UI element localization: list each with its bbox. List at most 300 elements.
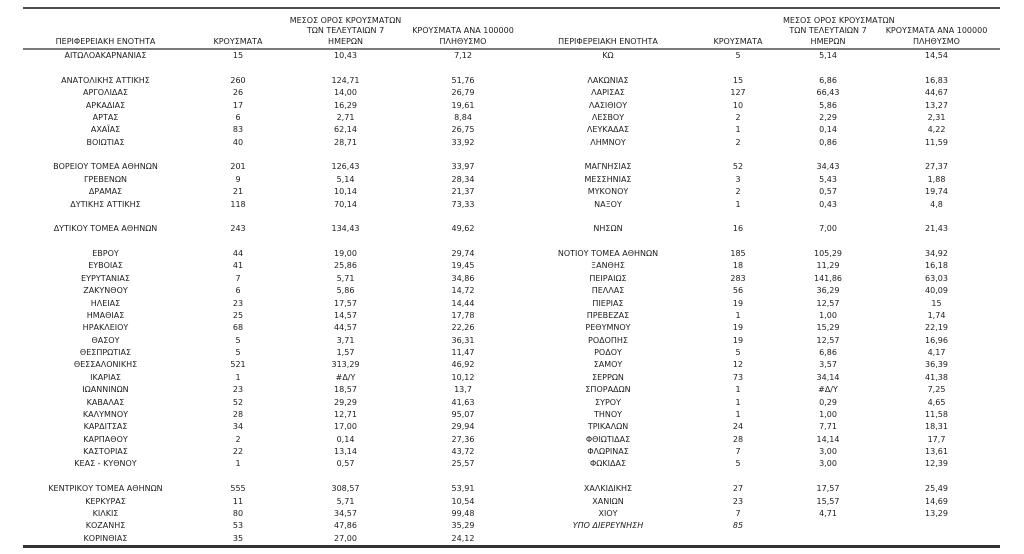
region-cell: ΦΘΙΩΤΙΔΑΣ <box>585 434 631 444</box>
table-row <box>23 124 1000 136</box>
cases-cell: 118 <box>230 199 246 209</box>
cases-cell: 73 <box>732 372 744 382</box>
per100k-cell: 40,09 <box>925 286 948 296</box>
avg7-cell: 36,29 <box>816 286 840 296</box>
per100k-cell: 43,72 <box>451 447 475 456</box>
header-per100k-right <box>873 8 1000 49</box>
avg7-cell: 2,71 <box>336 112 355 122</box>
per100k-cell: 26,75 <box>451 125 475 135</box>
per100k-cell: 13,29 <box>925 508 948 518</box>
table-row <box>23 273 1000 285</box>
per100k-cell: 11,59 <box>925 137 948 147</box>
cases-cell: 260 <box>230 75 246 85</box>
region-cell: ΑΡΤΑΣ <box>92 112 119 122</box>
table-row <box>23 446 1000 458</box>
per100k-cell: 28,34 <box>451 174 475 184</box>
per100k-cell: 18,31 <box>925 422 948 432</box>
cases-cell <box>693 533 783 547</box>
per100k-cell: 95,07 <box>451 409 475 419</box>
region-cell: ΗΛΕΙΑΣ <box>90 298 121 308</box>
cases-cell: 83 <box>232 125 244 135</box>
cases-cell: 16 <box>732 224 744 234</box>
per100k-cell: 29,94 <box>451 422 475 432</box>
region-cell: ΕΥΒΟΙΑΣ <box>88 261 123 271</box>
region-cell: ΝΟΤΙΟΥ ΤΟΜΕΑ ΑΘΗΝΩΝ <box>557 249 659 258</box>
table-row <box>23 335 1000 347</box>
region-cell: ΛΕΣΒΟΥ <box>591 112 625 122</box>
cases-cell <box>188 149 288 161</box>
cases-cell <box>693 149 783 161</box>
cases-cell: 23 <box>232 385 244 395</box>
avg7-cell: 17,57 <box>816 484 840 494</box>
region-cell <box>523 62 693 74</box>
avg7-cell <box>783 211 873 223</box>
header-line: ΗΜΕΡΩΝ <box>328 36 363 46</box>
region-cell <box>523 471 693 483</box>
header-per100k-left <box>403 8 523 49</box>
region-cell: ΣΕΡΡΩΝ <box>592 372 624 382</box>
table-row <box>23 75 1000 87</box>
avg7-cell: 10,43 <box>334 51 357 60</box>
per100k-cell: 13,7 <box>454 385 472 395</box>
avg7-cell: #Δ/Υ <box>335 372 356 382</box>
region-cell <box>23 62 188 74</box>
region-cell: ΚΩ <box>602 51 614 60</box>
region-cell: ΜΥΚΟΝΟΥ <box>587 187 629 197</box>
avg7-cell: 12,57 <box>816 298 840 308</box>
per100k-cell: 1,74 <box>927 310 946 320</box>
avg7-cell: 15,29 <box>816 323 840 333</box>
per100k-cell: 14,44 <box>451 298 475 308</box>
avg7-cell: 34,43 <box>816 162 840 172</box>
region-cell: ΝΗΣΩΝ <box>593 224 623 234</box>
region-cell: ΚΙΛΚΙΣ <box>92 508 119 518</box>
avg7-cell: #Δ/Υ <box>818 385 838 395</box>
cases-cell: 41 <box>232 261 244 271</box>
avg7-cell: 17,57 <box>334 298 357 308</box>
region-cell: ΡΕΘΥΜΝΟΥ <box>585 323 631 333</box>
region-cell: ΖΑΚΥΝΘΟΥ <box>83 286 128 296</box>
per100k-cell <box>403 149 523 161</box>
avg7-cell: 1,57 <box>336 348 355 357</box>
cases-cell: 2 <box>235 434 241 444</box>
table-row <box>23 100 1000 112</box>
region-cell: ΚΕΡΚΥΡΑΣ <box>85 496 126 506</box>
per100k-cell <box>873 520 1000 532</box>
header-line: ΚΡΟΥΣΜΑΤΑ ΑΝΑ 100000 <box>885 26 988 35</box>
per100k-cell: 34,92 <box>925 249 948 258</box>
region-cell: ΔΥΤΙΚΗΣ ΑΤΤΙΚΗΣ <box>70 199 141 209</box>
cases-cell: 17 <box>232 100 244 110</box>
header-line: ΚΡΟΥΣΜΑΤΑ ΑΝΑ 100000 <box>412 26 514 35</box>
cases-cell: 1 <box>735 125 741 135</box>
table-row <box>23 186 1000 198</box>
cases-cell: 1 <box>735 199 741 209</box>
avg7-cell: 5,86 <box>336 286 355 296</box>
avg7-cell: 141,86 <box>814 273 842 283</box>
avg7-cell: 126,43 <box>331 162 360 172</box>
avg7-cell: 5,14 <box>819 51 837 60</box>
avg7-cell: 34,14 <box>816 372 840 382</box>
avg7-cell: 0,86 <box>819 137 837 147</box>
per100k-cell: 51,76 <box>451 75 475 85</box>
cases-cell: 5 <box>735 459 741 469</box>
header-cases-right <box>693 8 783 49</box>
avg7-cell <box>288 236 403 248</box>
region-cell: ΚΟΖΑΝΗΣ <box>85 521 126 531</box>
spacer-row <box>23 211 1000 223</box>
avg7-cell: 3,00 <box>819 459 837 469</box>
cases-cell: 7 <box>735 508 741 518</box>
cases-cell: 5 <box>235 348 241 357</box>
avg7-cell: 18,57 <box>334 385 357 395</box>
table-row <box>23 496 1000 508</box>
header-line: ΗΜΕΡΩΝ <box>810 36 846 46</box>
cases-cell: 2 <box>735 187 741 197</box>
cases-cell: 3 <box>735 174 741 184</box>
cases-cell: 1 <box>235 372 241 382</box>
per100k-cell: 49,62 <box>451 224 475 234</box>
cases-cell: 53 <box>232 521 244 531</box>
table-row <box>23 434 1000 446</box>
table-row <box>23 174 1000 186</box>
cases-cell: 127 <box>730 88 746 98</box>
per100k-cell: 16,96 <box>925 335 948 345</box>
cases-cell: 185 <box>730 249 746 258</box>
per100k-cell: 4,65 <box>927 397 946 407</box>
per100k-cell: 19,74 <box>925 187 948 197</box>
avg7-cell: 5,14 <box>336 174 355 184</box>
region-cell: ΘΕΣΣΑΛΟΝΙΚΗΣ <box>73 360 138 370</box>
avg7-cell <box>288 211 403 223</box>
per100k-cell: 11,47 <box>451 348 475 357</box>
per100k-cell <box>403 471 523 483</box>
avg7-cell: 12,57 <box>816 335 840 345</box>
per100k-cell: 44,67 <box>925 88 948 98</box>
table-row <box>23 533 1000 547</box>
avg7-cell <box>783 471 873 483</box>
per100k-cell: 25,57 <box>451 459 475 469</box>
per100k-cell: 19,45 <box>451 261 475 271</box>
table-row <box>23 223 1000 235</box>
region-cell: ΤΗΝΟΥ <box>593 409 623 419</box>
avg7-cell: 3,00 <box>819 447 837 456</box>
cases-cell: 52 <box>232 397 244 407</box>
per100k-cell: 34,86 <box>451 273 475 283</box>
region-cell: ΘΑΣΟΥ <box>91 335 120 345</box>
table-row <box>23 310 1000 322</box>
table-row <box>23 458 1000 470</box>
avg7-cell: 0,14 <box>336 434 355 444</box>
avg7-cell: 2,29 <box>819 112 837 122</box>
cases-cell: 2 <box>735 112 741 122</box>
per100k-cell: 29,74 <box>451 249 475 258</box>
avg7-cell <box>783 236 873 248</box>
table-header <box>23 8 1000 49</box>
per100k-cell: 27,36 <box>451 434 475 444</box>
cases-cell: 44 <box>232 249 244 258</box>
avg7-cell <box>783 533 873 547</box>
per100k-cell <box>873 471 1000 483</box>
cases-cell: 10 <box>732 100 744 110</box>
avg7-cell: 5,86 <box>819 100 837 110</box>
cases-cell: 26 <box>232 88 244 98</box>
table-row <box>23 421 1000 433</box>
region-cell: ΦΛΩΡΙΝΑΣ <box>587 447 629 456</box>
cases-cell <box>188 211 288 223</box>
header-line: ΠΛΗΘΥΣΜΟ <box>439 36 487 46</box>
avg7-cell: 7,00 <box>819 224 837 234</box>
spacer-row <box>23 149 1000 161</box>
region-cell: ΣΑΜΟΥ <box>593 360 623 370</box>
table-row <box>23 112 1000 124</box>
cases-cell: 9 <box>235 174 241 184</box>
per100k-cell <box>873 211 1000 223</box>
cases-cell <box>693 471 783 483</box>
per100k-cell: 14,72 <box>451 286 475 296</box>
avg7-cell: 1,00 <box>819 310 837 320</box>
region-cell: ΑΙΤΩΛΟΑΚΑΡΝΑΝΙΑΣ <box>64 51 147 60</box>
region-cell: ΗΡΑΚΛΕΙΟΥ <box>82 323 129 333</box>
avg7-cell: 10,14 <box>334 187 357 197</box>
avg7-cell: 1,00 <box>819 409 837 419</box>
avg7-cell: 4,71 <box>819 508 837 518</box>
region-cell: ΛΑΚΩΝΙΑΣ <box>587 75 629 85</box>
regional-cases-table <box>23 7 1000 548</box>
avg7-cell: 66,43 <box>816 88 840 98</box>
region-cell: ΚΑΡΠΑΘΟΥ <box>83 434 128 444</box>
table-row <box>23 508 1000 520</box>
region-cell: ΠΙΕΡΙΑΣ <box>592 298 624 308</box>
per100k-cell: 13,27 <box>925 100 948 110</box>
table-row <box>23 285 1000 297</box>
cases-cell: 1 <box>735 409 741 419</box>
per100k-cell <box>873 533 1000 547</box>
avg7-cell: 5,71 <box>336 496 355 506</box>
region-cell: ΚΑΣΤΟΡΙΑΣ <box>83 447 128 456</box>
avg7-cell: 308,57 <box>331 484 360 494</box>
avg7-cell: 134,43 <box>331 224 360 234</box>
per100k-cell: 21,37 <box>451 187 475 197</box>
header-line: ΚΡΟΥΣΜΑΤΑ <box>713 36 763 46</box>
avg7-cell <box>288 471 403 483</box>
per100k-cell: 16,18 <box>925 261 948 271</box>
avg7-cell: 0,14 <box>819 125 837 135</box>
per100k-cell <box>403 211 523 223</box>
per100k-cell <box>873 62 1000 74</box>
header-line: ΤΩΝ ΤΕΛΕΥΤΑΙΩΝ 7 <box>789 26 867 35</box>
header-line: ΜΕΣΟΣ ΟΡΟΣ ΚΡΟΥΣΜΑΤΩΝ <box>289 15 402 25</box>
table-row <box>23 384 1000 396</box>
region-cell: ΜΕΣΣΗΝΙΑΣ <box>584 174 632 184</box>
cases-cell: 6 <box>235 112 241 122</box>
avg7-cell: 62,14 <box>334 125 357 135</box>
region-cell <box>23 149 188 161</box>
avg7-cell <box>288 62 403 74</box>
region-cell: ΕΥΡΥΤΑΝΙΑΣ <box>81 273 130 283</box>
table-row <box>23 298 1000 310</box>
per100k-cell: 53,91 <box>451 484 475 494</box>
region-cell: ΑΝΑΤΟΛΙΚΗΣ ΑΤΤΙΚΗΣ <box>61 75 150 85</box>
cases-cell: 21 <box>232 187 244 197</box>
per100k-cell: 7,12 <box>454 51 472 60</box>
region-cell: ΛΑΣΙΘΙΟΥ <box>588 100 628 110</box>
region-cell: ΚΑΛΥΜΝΟΥ <box>82 409 129 419</box>
region-cell: ΓΡΕΒΕΝΩΝ <box>84 174 127 184</box>
table-row <box>23 372 1000 384</box>
cases-cell: 40 <box>232 137 244 147</box>
region-cell <box>523 533 693 547</box>
cases-cell: 7 <box>735 447 741 456</box>
per100k-cell: 21,43 <box>925 224 948 234</box>
avg7-cell: 14,14 <box>816 434 840 444</box>
table-body <box>23 49 1000 547</box>
cases-cell: 555 <box>230 484 246 494</box>
region-cell: ΦΩΚΙΔΑΣ <box>589 459 626 469</box>
per100k-cell: 46,92 <box>451 360 475 370</box>
cases-cell: 85 <box>732 521 744 531</box>
header-row <box>23 8 1000 49</box>
per100k-cell <box>403 62 523 74</box>
region-cell: ΕΒΡΟΥ <box>92 249 119 258</box>
per100k-cell: 73,33 <box>451 199 475 209</box>
cases-cell <box>693 236 783 248</box>
cases-cell: 52 <box>732 162 744 172</box>
cases-cell: 6 <box>235 286 241 296</box>
cases-cell: 11 <box>232 496 244 506</box>
region-cell: ΒΟΡΕΙΟΥ ΤΟΜΕΑ ΑΘΗΝΩΝ <box>53 162 158 172</box>
header-line: ΚΡΟΥΣΜΑΤΑ <box>213 36 263 46</box>
table-row <box>23 409 1000 421</box>
per100k-cell: 17,78 <box>451 310 475 320</box>
report-page <box>0 7 1024 554</box>
per100k-cell: 2,31 <box>927 112 946 122</box>
avg7-cell: 16,29 <box>334 100 357 110</box>
cases-cell: 243 <box>230 224 246 234</box>
header-region-left <box>23 8 188 49</box>
region-cell: ΔΥΤΙΚΟΥ ΤΟΜΕΑ ΑΘΗΝΩΝ <box>53 224 158 234</box>
cases-cell: 27 <box>732 484 744 494</box>
avg7-cell: 17,00 <box>334 422 357 432</box>
cases-cell: 201 <box>230 162 246 172</box>
avg7-cell: 3,57 <box>819 360 837 370</box>
avg7-cell: 29,29 <box>334 397 357 407</box>
cases-cell: 15 <box>232 51 244 60</box>
region-cell: ΧΙΟΥ <box>598 508 618 518</box>
per100k-cell: 19,61 <box>451 100 475 110</box>
per100k-cell: 4,22 <box>927 125 946 135</box>
header-avg7-right <box>783 8 895 49</box>
table-row <box>23 260 1000 272</box>
cases-cell: 68 <box>232 323 244 333</box>
avg7-cell: 28,71 <box>334 137 357 147</box>
region-cell: ΑΡΓΟΛΙΔΑΣ <box>83 88 128 98</box>
per100k-cell: 99,48 <box>451 508 475 518</box>
region-cell: ΛΗΜΝΟΥ <box>590 137 626 147</box>
avg7-cell <box>783 149 873 161</box>
avg7-cell: 19,00 <box>334 249 357 258</box>
region-cell <box>23 471 188 483</box>
cases-cell <box>188 236 288 248</box>
per100k-cell: 22,19 <box>925 323 948 333</box>
per100k-cell: 11,58 <box>925 409 948 419</box>
region-cell: ΠΕΛΛΑΣ <box>591 286 625 296</box>
table-row <box>23 322 1000 334</box>
avg7-cell: 13,14 <box>334 447 357 456</box>
cases-cell: 18 <box>732 261 744 271</box>
cases-cell: 80 <box>232 508 244 518</box>
avg7-cell: 11,29 <box>816 261 840 271</box>
table-row <box>23 199 1000 211</box>
header-cases-left <box>188 8 288 49</box>
region-cell: ΛΕΥΚΑΔΑΣ <box>586 125 630 135</box>
header-line: ΠΕΡΙΦΕΡΕΙΑΚΗ ΕΝΟΤΗΤΑ <box>558 36 658 46</box>
table-row <box>23 347 1000 359</box>
cases-cell: 19 <box>732 335 744 345</box>
cases-cell: 15 <box>732 75 744 85</box>
cases-cell: 23 <box>732 496 744 506</box>
cases-cell: 19 <box>732 323 744 333</box>
spacer-row <box>23 62 1000 74</box>
region-cell: ΣΥΡΟΥ <box>595 397 621 407</box>
per100k-cell: 4,8 <box>930 199 943 209</box>
region-cell: ΡΟΔΟΠΗΣ <box>588 335 628 345</box>
region-cell: ΚΑΡΔΙΤΣΑΣ <box>83 422 128 432</box>
per100k-cell: 27,37 <box>925 162 948 172</box>
avg7-cell: 34,57 <box>334 508 357 518</box>
per100k-cell: 15 <box>931 298 942 308</box>
per100k-cell: 12,39 <box>925 459 948 469</box>
per100k-cell: 10,54 <box>451 496 475 506</box>
header-line: ΠΕΡΙΦΕΡΕΙΑΚΗ ΕΝΟΤΗΤΑ <box>55 36 156 46</box>
per100k-cell: 33,97 <box>451 162 475 172</box>
cases-cell: 19 <box>732 298 744 308</box>
cases-cell <box>188 62 288 74</box>
per100k-cell: 13,61 <box>925 447 948 456</box>
region-cell: ΙΩΑΝΝΙΝΩΝ <box>82 385 129 395</box>
per100k-cell: 41,63 <box>451 397 475 407</box>
per100k-cell: 36,31 <box>451 335 475 345</box>
per100k-cell: 17,7 <box>927 434 946 444</box>
avg7-cell <box>288 149 403 161</box>
region-cell: ΒΟΙΩΤΙΑΣ <box>86 137 125 147</box>
per100k-cell: 8,84 <box>454 112 472 122</box>
avg7-cell: 27,00 <box>334 533 357 543</box>
per100k-cell: 26,79 <box>451 88 475 98</box>
cases-cell: 7 <box>235 273 241 283</box>
header-line: ΠΛΗΘΥΣΜΟ <box>913 36 960 46</box>
region-cell: ΚΕΝΤΡΙΚΟΥ ΤΟΜΕΑ ΑΘΗΝΩΝ <box>48 484 163 494</box>
region-cell: ΣΠΟΡΑΔΩΝ <box>585 385 631 395</box>
region-cell: ΚΟΡΙΝΘΙΑΣ <box>83 533 128 543</box>
region-cell: ΧΑΝΙΩΝ <box>592 496 624 506</box>
header-region-right <box>523 8 693 49</box>
table-row <box>23 520 1000 532</box>
region-cell: ΑΡΚΑΔΙΑΣ <box>85 100 126 110</box>
per100k-cell: 24,12 <box>451 533 475 543</box>
avg7-cell <box>783 62 873 74</box>
avg7-cell: 5,43 <box>819 174 837 184</box>
per100k-cell: 25,49 <box>925 484 948 494</box>
per100k-cell: 33,92 <box>451 137 475 147</box>
region-cell: ΠΡΕΒΕΖΑΣ <box>586 310 630 320</box>
cases-cell: 1 <box>735 310 741 320</box>
per100k-cell: 63,03 <box>925 273 948 283</box>
region-cell: ΡΟΔΟΥ <box>594 348 622 357</box>
region-cell <box>23 211 188 223</box>
avg7-cell: 12,71 <box>334 409 357 419</box>
region-cell: ΜΑΓΝΗΣΙΑΣ <box>584 162 632 172</box>
